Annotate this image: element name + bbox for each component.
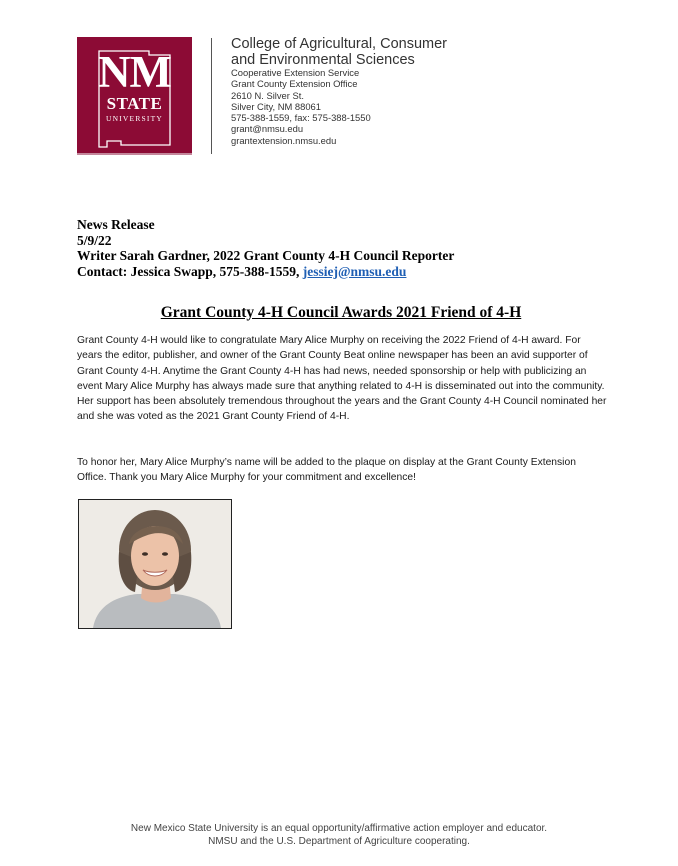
office-street: 2610 N. Silver St. <box>231 89 304 101</box>
headline: Grant County 4-H Council Awards 2021 Friend of 4-H <box>160 304 522 321</box>
contact-email-link[interactable]: jessiej@nmsu.edu <box>302 263 407 279</box>
extension-office: Grant County Extension Office <box>231 78 358 90</box>
release-header <box>77 217 454 279</box>
release-date: 5/9/22 <box>77 232 112 248</box>
footer-line2: NMSU and the U.S. Department of Agriculture cooperating. <box>208 836 470 847</box>
office-email: grant@nmsu.edu <box>231 123 304 135</box>
logo-university-text: UNIVERSITY <box>106 114 163 123</box>
release-contact <box>77 264 454 280</box>
body-paragraph-2: To honor her, Mary Alice Murphy’s name will be added to the plaque on display at the Grant County Extension Office. Thank you Mary Alice Murphy for your commitment and excellence! <box>77 457 576 484</box>
office-website: grantextension.nmsu.edu <box>231 134 337 146</box>
release-type: News Release <box>77 217 155 232</box>
footer-line1: New Mexico State University is an equal opportunity/affirmative action employer and educator. <box>130 823 548 834</box>
footer <box>0 822 678 848</box>
letterhead-divider <box>211 38 212 154</box>
contact-text: Contact: Jessica Swapp, 575-388-1559, <box>77 263 303 279</box>
portrait-photo <box>78 499 232 629</box>
college-name-line1: College of Agricultural, Consumer <box>231 36 447 52</box>
logo-state-text: STATE <box>106 94 163 113</box>
portrait-image <box>79 500 231 628</box>
body-paragraph-1: Grant County 4-H would like to congratulate Mary Alice Murphy on receiving the 2022 Friend of 4-H award. For years the editor, publisher, and owner of the Grant County Beat online newspaper has been an avid supporter of Grant County 4-H. Anytime the Grant County 4-H has had news, needed sponsorship or help with publicizing an event Mary Alice Murphy has always made sure that anything related to 4-H is disseminated out into the community. Her support has been absolutely tremendous throughout the years and the Grant County 4-H Council nominated her and she was voted as the 2021 Grant County Friend of 4-H. <box>77 335 607 423</box>
logo-nm-text: NM <box>98 47 171 97</box>
office-city: Silver City, NM 88061 <box>231 100 321 112</box>
extension-service: Cooperative Extension Service <box>231 67 360 78</box>
office-contact-block <box>231 67 371 146</box>
logo-underline <box>77 153 192 155</box>
college-name <box>231 37 447 68</box>
nmsu-logo <box>77 37 192 153</box>
office-phones: 575-388-1559, fax: 575-388-1550 <box>231 112 371 124</box>
college-name-line2: and Environmental Sciences <box>231 51 415 68</box>
release-writer: Writer Sarah Gardner, 2022 Grant County 4-H Council Reporter <box>77 248 455 264</box>
